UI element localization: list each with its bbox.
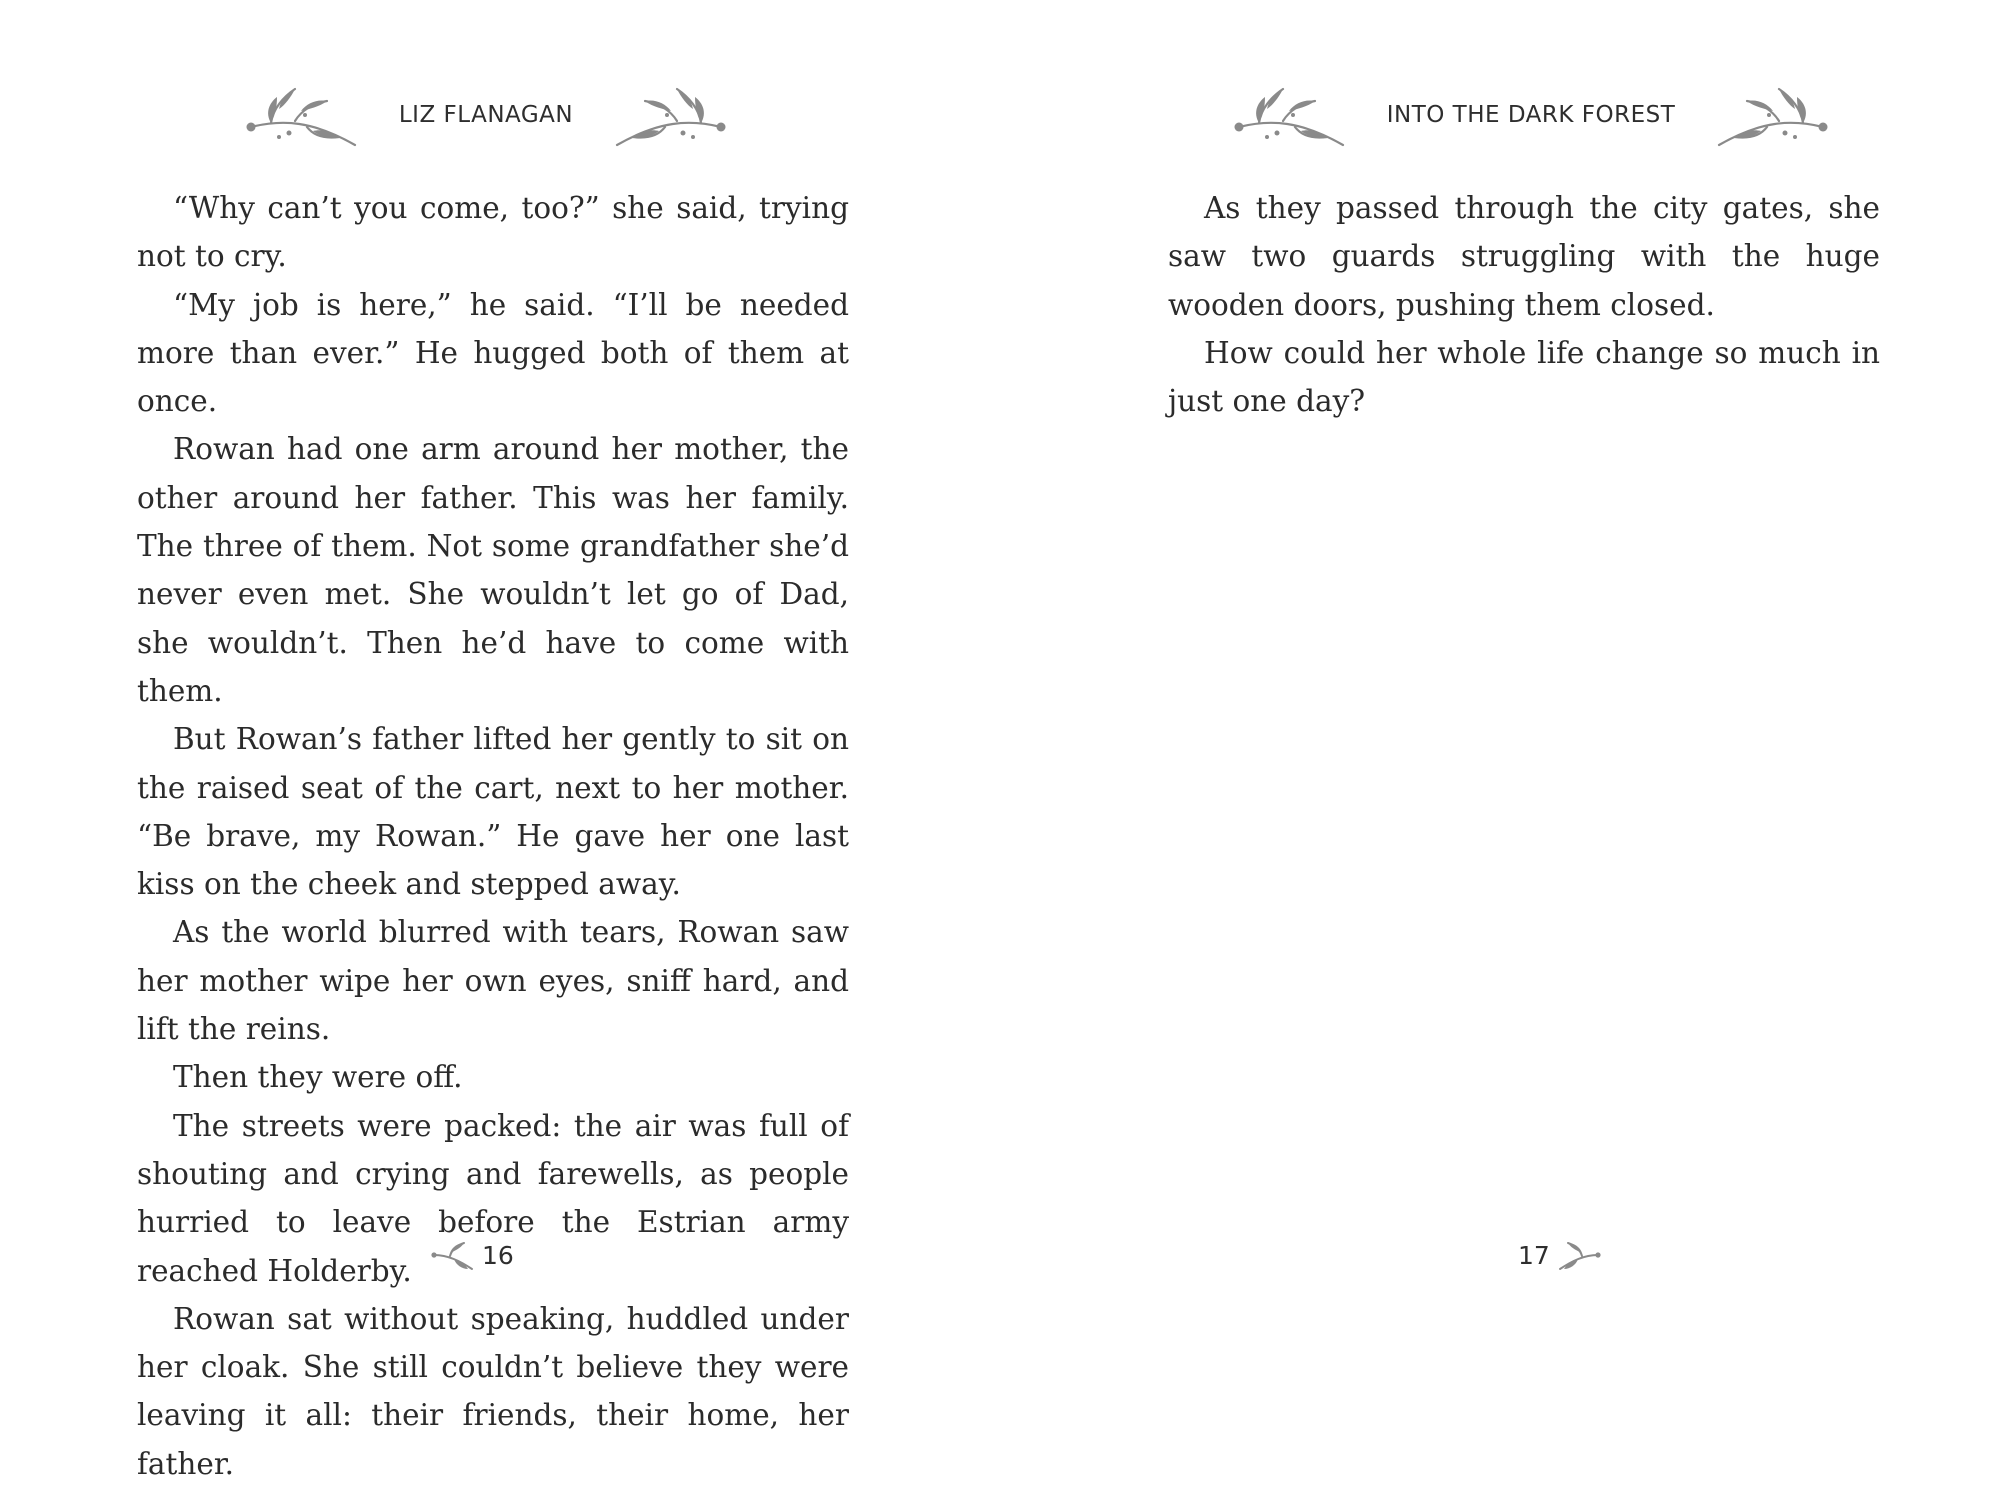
leaf-sprig-icon [1711,75,1831,155]
running-head-title: INTO THE DARK FOREST [1386,102,1676,128]
paragraph: How could her whole life change so much in just one day? [1168,335,1880,419]
running-head-right [1255,75,1807,155]
body-text-right [1168,184,1880,425]
paragraph: As the world blurred with tears, Rowan saw her mother wipe her own eyes, sniff hard, and lift the reins. [137,915,849,1047]
paragraph: “Why can’t you come, too?” she said, trying not to cry. [137,191,849,274]
paragraph: Rowan had one arm around her mother, the other around her father. This was her family. The three of them. Not some grandfather she’d never even met. She wouldn’t let go of Dad, she wouldn’t. Then he’d have to come with them. [137,432,849,708]
leaf-sprig-icon [609,75,729,155]
paragraph: Rowan sat without speaking, huddled under her cloak. She still couldn’t believe they were leaving it all: their friends, their home, her father. [137,1301,849,1481]
right-page [1000,0,2000,1363]
paragraph: As they passed through the city gates, she saw two guards struggling with the huge wooden doors, pushing them closed. [1168,191,1880,322]
page-number-left [430,1230,520,1280]
paragraph: “My job is here,” he said. “I’ll be needed more than ever.” He hugged both of them at once. [137,287,849,419]
page-number: 17 [1518,1240,1550,1270]
paragraph: But Rowan’s father lifted her gently to sit on the raised seat of the cart, next to her mother. “Be brave, my Rowan.” He gave her one last kiss on the cheek and stepped away. [137,722,849,902]
small-sprig-icon [1556,1235,1602,1275]
paragraph: Then they were off. [173,1060,463,1095]
page-number: 16 [482,1240,514,1270]
running-head-title: LIZ FLANAGAN [398,102,574,128]
paragraph: The streets were packed: the air was full of shouting and crying and farewells, as people hurried to leave before the Estrian army reached Holderby. [137,1108,849,1288]
page-number-right [1512,1230,1602,1280]
body-text-left [137,184,849,1488]
left-page [0,0,1000,1481]
leaf-sprig-icon [243,75,363,155]
running-head-left [210,75,762,155]
leaf-sprig-icon [1231,75,1351,155]
small-sprig-icon [430,1235,476,1275]
